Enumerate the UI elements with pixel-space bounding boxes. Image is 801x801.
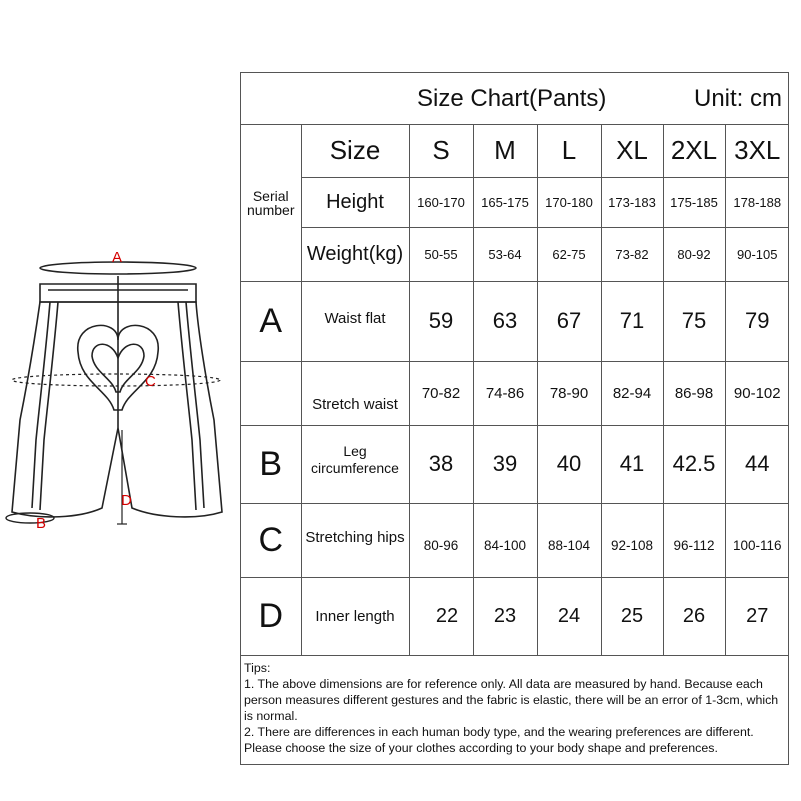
row-value: 38 bbox=[409, 425, 473, 503]
label-d: D bbox=[121, 492, 132, 509]
row-value: 78-90 bbox=[537, 361, 601, 425]
row-value: 70-82 bbox=[409, 361, 473, 425]
size-l: L bbox=[537, 125, 601, 177]
chart-title-row bbox=[241, 73, 788, 125]
weight-value: 50-55 bbox=[409, 227, 473, 281]
hip-measure-ellipse bbox=[12, 374, 220, 386]
row-value: 82-94 bbox=[601, 361, 663, 425]
size-m: M bbox=[473, 125, 537, 177]
row-value: 63 bbox=[473, 281, 537, 361]
size-header-row bbox=[241, 125, 789, 177]
measure-row-leg-circumference bbox=[241, 425, 789, 503]
row-letter: B bbox=[241, 425, 301, 503]
size-s: S bbox=[409, 125, 473, 177]
measure-row-inner-length bbox=[241, 577, 789, 655]
shorts-diagram bbox=[0, 240, 232, 540]
label-a: A bbox=[112, 249, 123, 266]
size-label: Size bbox=[301, 125, 409, 177]
weight-value: 53-64 bbox=[473, 227, 537, 281]
height-value: 175-185 bbox=[663, 177, 725, 227]
row-value: 100-116 bbox=[725, 503, 789, 577]
height-label: Height bbox=[301, 177, 409, 227]
row-value: 59 bbox=[409, 281, 473, 361]
row-value: 92-108 bbox=[601, 503, 663, 577]
row-value: 67 bbox=[537, 281, 601, 361]
height-value: 160-170 bbox=[409, 177, 473, 227]
measure-row-waist-flat bbox=[241, 281, 789, 361]
weight-value: 90-105 bbox=[725, 227, 789, 281]
height-value: 170-180 bbox=[537, 177, 601, 227]
tips-heading: Tips: bbox=[244, 661, 271, 675]
row-label: Waist flat bbox=[301, 281, 409, 361]
row-value: 90-102 bbox=[725, 361, 789, 425]
row-label: Stretching hips bbox=[301, 503, 409, 577]
row-value: 71 bbox=[601, 281, 663, 361]
height-value: 173-183 bbox=[601, 177, 663, 227]
row-value: 80-96 bbox=[409, 503, 473, 577]
row-value: 96-112 bbox=[663, 503, 725, 577]
tips-line-2: 2. There are differences in each human body type, and the wearing preferences are different. Please choose the size of your clothes according to your body shape and preferences. bbox=[244, 725, 754, 755]
measure-row-stretching-hips bbox=[241, 503, 789, 577]
row-label: Leg circumference bbox=[301, 425, 409, 503]
size-3xl: 3XL bbox=[725, 125, 789, 177]
size-table bbox=[241, 125, 789, 656]
label-b: B bbox=[36, 515, 47, 532]
size-xl: XL bbox=[601, 125, 663, 177]
row-letter: D bbox=[241, 577, 301, 655]
measure-row-stretch-waist bbox=[241, 361, 789, 425]
label-c: C bbox=[145, 373, 156, 390]
row-label: Inner length bbox=[301, 577, 409, 655]
row-label: Stretch waist bbox=[301, 361, 409, 425]
row-letter: A bbox=[241, 281, 301, 361]
row-value: 40 bbox=[537, 425, 601, 503]
height-value: 165-175 bbox=[473, 177, 537, 227]
row-letter: C bbox=[241, 503, 301, 577]
row-letter bbox=[241, 361, 301, 425]
row-value: 84-100 bbox=[473, 503, 537, 577]
weight-value: 80-92 bbox=[663, 227, 725, 281]
row-value: 39 bbox=[473, 425, 537, 503]
size-2xl: 2XL bbox=[663, 125, 725, 177]
row-value: 22 bbox=[409, 577, 473, 655]
tips-line-1: 1. The above dimensions are for reference only. All data are measured by hand. Because each person measures different gestures and the fabric is elastic, there will be an error of 1-3cm, which is normal. bbox=[244, 677, 779, 723]
row-value: 75 bbox=[663, 281, 725, 361]
row-value: 41 bbox=[601, 425, 663, 503]
weight-label: Weight(kg) bbox=[301, 227, 409, 281]
size-chart bbox=[240, 72, 789, 765]
leg-measure-ellipse bbox=[6, 513, 54, 523]
serial-number-label: Serial number bbox=[241, 125, 301, 281]
weight-value: 73-82 bbox=[601, 227, 663, 281]
row-value: 79 bbox=[725, 281, 789, 361]
chart-title: Size Chart(Pants) bbox=[417, 85, 607, 112]
row-value: 26 bbox=[663, 577, 725, 655]
chart-unit: Unit: cm bbox=[693, 85, 782, 112]
row-value: 74-86 bbox=[473, 361, 537, 425]
row-value: 44 bbox=[725, 425, 789, 503]
row-value: 88-104 bbox=[537, 503, 601, 577]
tips-section bbox=[241, 655, 788, 765]
row-value: 24 bbox=[537, 577, 601, 655]
height-row bbox=[241, 177, 789, 227]
height-value: 178-188 bbox=[725, 177, 789, 227]
row-value: 86-98 bbox=[663, 361, 725, 425]
weight-row bbox=[241, 227, 789, 281]
row-value: 27 bbox=[725, 577, 789, 655]
row-value: 42.5 bbox=[663, 425, 725, 503]
row-value: 23 bbox=[473, 577, 537, 655]
weight-value: 62-75 bbox=[537, 227, 601, 281]
row-value: 25 bbox=[601, 577, 663, 655]
